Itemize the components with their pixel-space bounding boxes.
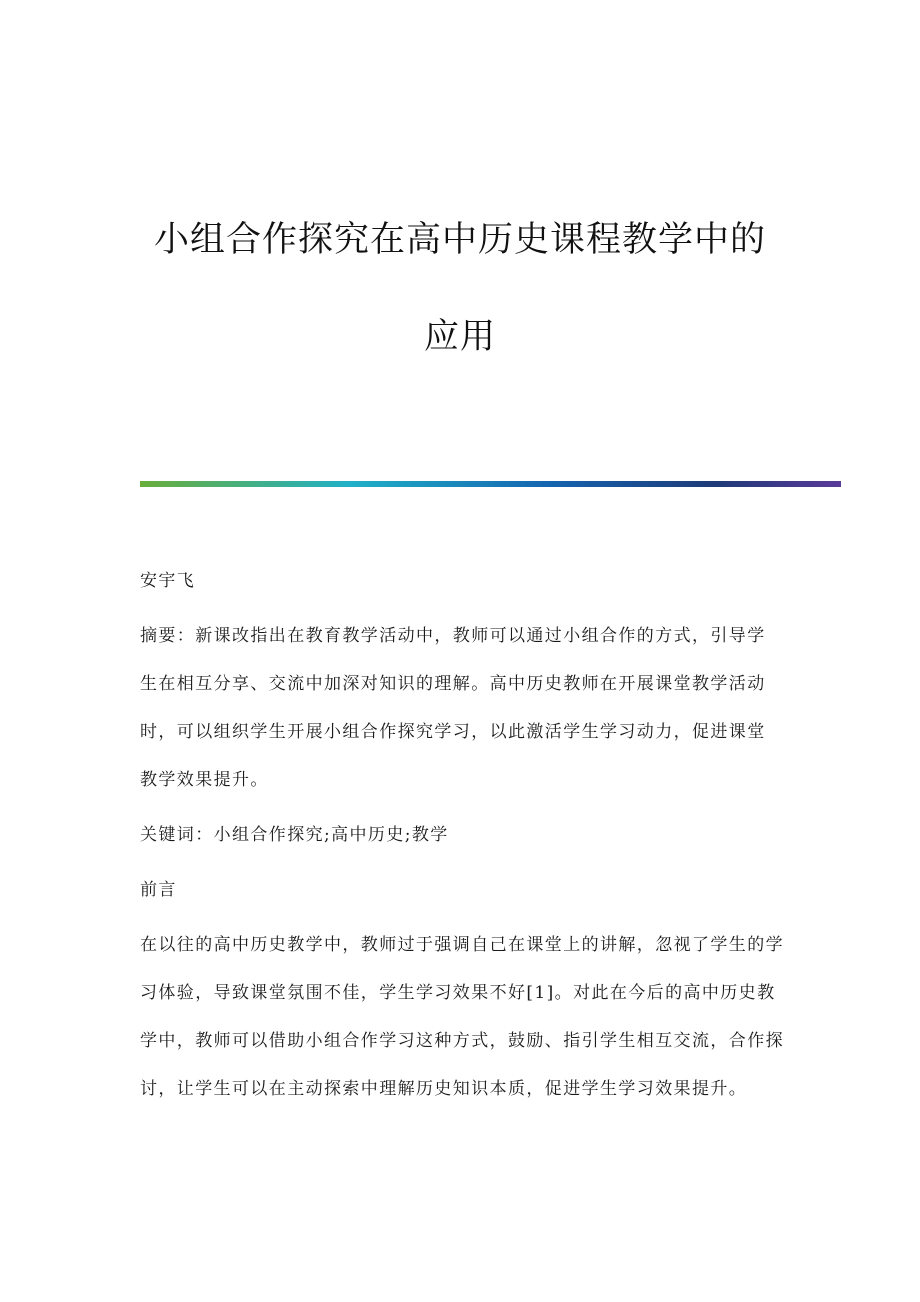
body-paragraph: 在以往的高中历史教学中，教师过于强调自己在课堂上的讲解，忽视了学生的学习体验，导致课堂氛围不佳，学生学习效果不好[1]。对此在今后的高中历史教学中，教师可以借助小组合作学习这种方式，鼓励、指引学生相互交流，合作探讨，让学生可以在主动探索中理解历史知识本质，促进学生学习效果提升。 [140, 935, 784, 1099]
abstract [140, 612, 780, 804]
abstract-text: 新课改指出在教育教学活动中，教师可以通过小组合作的方式，引导学生在相互分享、交流中加深对知识的理解。高中历史教师在开展课堂教学活动时，可以组织学生开展小组合作探究学习，以此激活学生学习动力，促进课堂教学效果提升。 [140, 626, 766, 790]
keywords [140, 811, 780, 859]
preface-heading: 前言 [140, 880, 177, 900]
document-title-line-1: 小组合作探究在高中历史课程教学中的 [153, 220, 766, 260]
abstract-label: 摘要： [140, 626, 196, 646]
keywords-label: 关键词： [140, 825, 214, 845]
document-title-line-2: 应用 [423, 317, 496, 357]
author-name: 安宇飞 [140, 571, 196, 591]
title-divider [140, 481, 841, 487]
keywords-text: 小组合作探究;高中历史;教学 [213, 825, 449, 845]
